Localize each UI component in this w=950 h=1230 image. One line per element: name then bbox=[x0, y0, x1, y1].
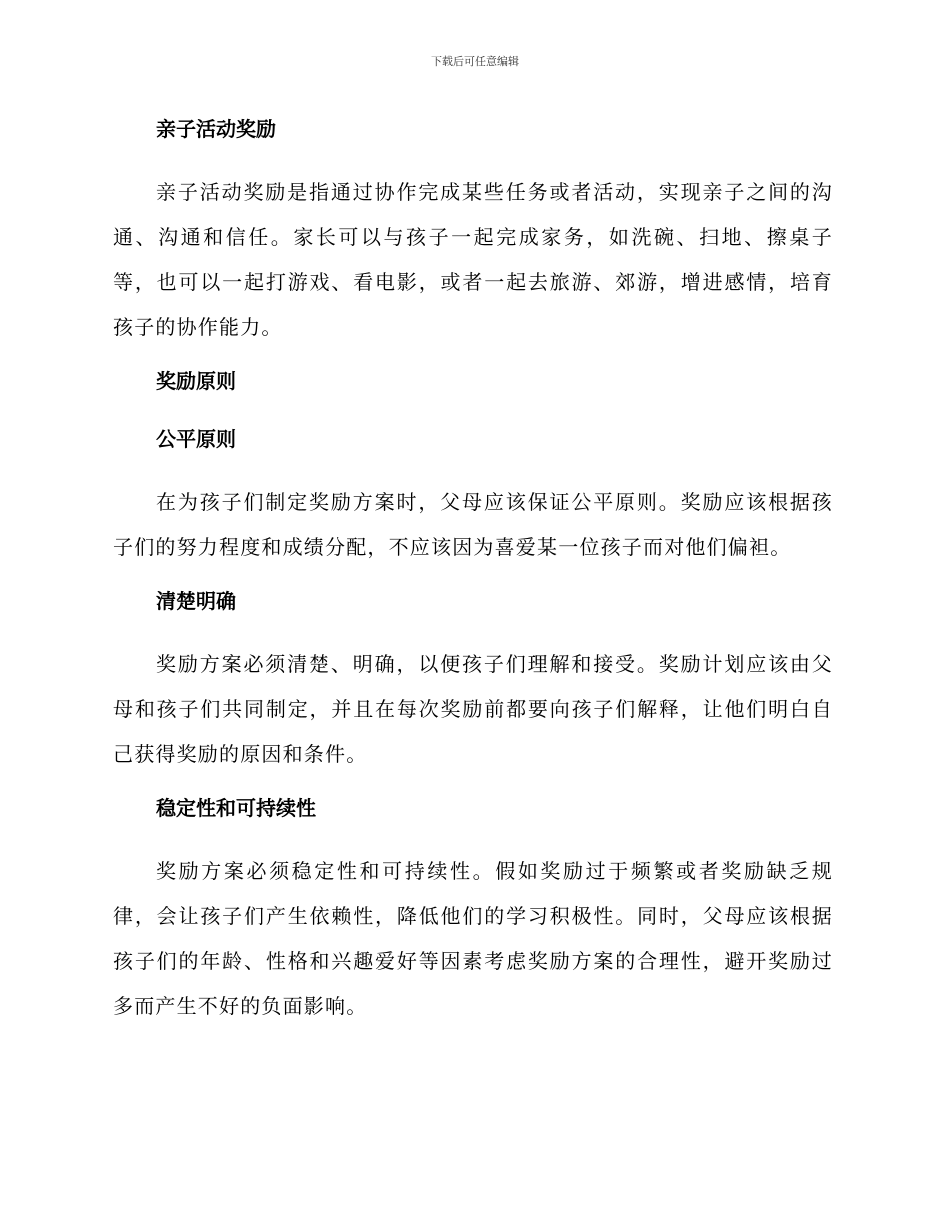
section-paragraph-fairness: 在为孩子们制定奖励方案时，父母应该保证公平原则。奖励应该根据孩子们的努力程度和成绩分配，不应该因为喜爱某一位孩子而对他们偏袒。 bbox=[113, 490, 833, 559]
section-heading-parent-child-activity: 亲子活动奖励 bbox=[156, 117, 276, 141]
document-body bbox=[113, 112, 833, 1029]
section-paragraph-parent-child-activity: 亲子活动奖励是指通过协作完成某些任务或者活动，实现亲子之间的沟通、沟通和信任。家长可以与孩子一起完成家务，如洗碗、扫地、擦桌子等，也可以一起打游戏、看电影，或者一起去旅游、郊游，增进感情，培育孩子的协作能力。 bbox=[113, 180, 833, 339]
header-note: 下载后可任意编辑 bbox=[431, 55, 519, 68]
section-heading-fairness: 公平原则 bbox=[156, 427, 236, 451]
section-paragraph-clarity: 奖励方案必须清楚、明确，以便孩子们理解和接受。奖励计划应该由父母和孩子们共同制定，并且在每次奖励前都要向孩子们解释，让他们明白自己获得奖励的原因和条件。 bbox=[113, 652, 833, 766]
section-heading-reward-principles: 奖励原则 bbox=[156, 369, 236, 393]
section-heading-stability: 稳定性和可持续性 bbox=[156, 796, 316, 820]
section-heading-clarity: 清楚明确 bbox=[156, 589, 236, 613]
section-paragraph-stability: 奖励方案必须稳定性和可持续性。假如奖励过于频繁或者奖励缺乏规律，会让孩子们产生依赖性，降低他们的学习积极性。同时，父母应该根据孩子们的年龄、性格和兴趣爱好等因素考虑奖励方案的合理性，避开奖励过多而产生不好的负面影响。 bbox=[113, 859, 833, 1018]
